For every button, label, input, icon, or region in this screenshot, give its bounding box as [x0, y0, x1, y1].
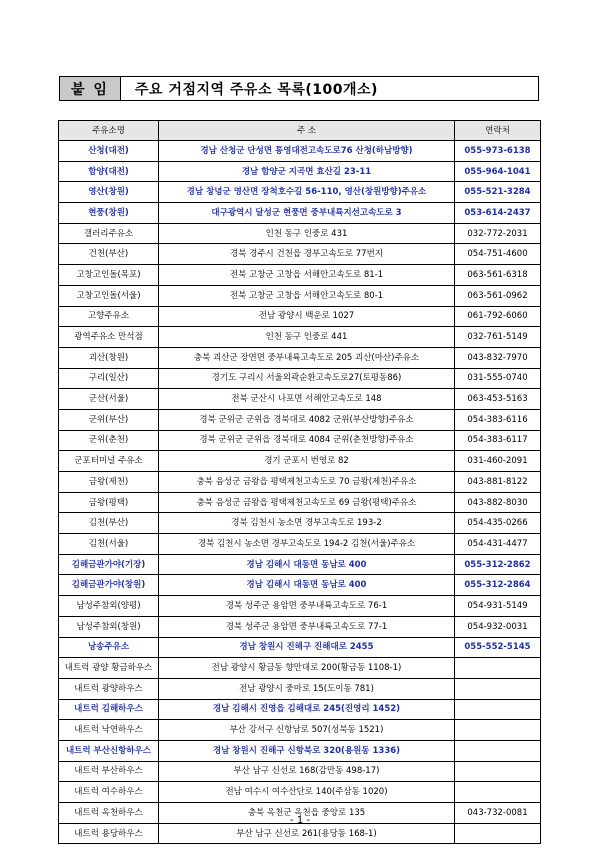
cell-address: 부산 남구 신선로 261(용당동 168-1) — [159, 823, 455, 844]
table-row — [59, 306, 541, 327]
cell-phone: 063-453-5163 — [455, 389, 541, 410]
cell-station-name: 고창고인돌(목포) — [59, 265, 159, 286]
cell-station-name: 영산(창원) — [59, 182, 159, 203]
table-row — [59, 368, 541, 389]
cell-station-name: 군위(춘천) — [59, 430, 159, 451]
table-row — [59, 409, 541, 430]
table-row — [59, 244, 541, 265]
cell-station-name: 괴산(창원) — [59, 347, 159, 368]
table-row — [59, 492, 541, 513]
cell-station-name: 고창고인돌(서울) — [59, 285, 159, 306]
table-row — [59, 534, 541, 555]
cell-station-name: 군산(서울) — [59, 389, 159, 410]
cell-phone: 053-614-2437 — [455, 203, 541, 224]
table-row — [59, 430, 541, 451]
table-row — [59, 720, 541, 741]
cell-phone: 055-973-6138 — [455, 141, 541, 162]
cell-address: 전남 광양시 백운로 1027 — [159, 306, 455, 327]
table-row — [59, 678, 541, 699]
cell-phone — [455, 720, 541, 741]
cell-station-name: 함양(대전) — [59, 161, 159, 182]
table-row — [59, 265, 541, 286]
cell-phone: 055-964-1041 — [455, 161, 541, 182]
gas-station-table — [58, 120, 541, 844]
table-row — [59, 616, 541, 637]
cell-address: 경남 창녕군 영산면 장척호수길 56-110, 영산(창원방향)주유소 — [159, 182, 455, 203]
cell-phone: 054-751-4600 — [455, 244, 541, 265]
table-row — [59, 699, 541, 720]
cell-address: 전남 광양시 황금동 향만대로 200(황금동 1108-1) — [159, 658, 455, 679]
cell-address: 경남 김해시 대동면 동남로 400 — [159, 575, 455, 596]
table-row — [59, 761, 541, 782]
cell-address: 인천 동구 인중로 441 — [159, 327, 455, 348]
table-row — [59, 285, 541, 306]
cell-phone: 055-312-2864 — [455, 575, 541, 596]
table-header-row — [59, 121, 541, 141]
cell-phone: 054-383-6117 — [455, 430, 541, 451]
cell-address: 경북 성주군 용암면 중부내륙고속도로 76-1 — [159, 596, 455, 617]
cell-station-name: 김해금관가야(창원) — [59, 575, 159, 596]
cell-phone — [455, 761, 541, 782]
cell-phone: 032-772-2031 — [455, 223, 541, 244]
cell-station-name: 갤러리주유소 — [59, 223, 159, 244]
table-row — [59, 472, 541, 493]
table-row — [59, 161, 541, 182]
cell-phone: 055-552-5145 — [455, 637, 541, 658]
document-title: 주요 거점지역 주유소 목록(100개소) — [135, 81, 378, 98]
column-header-address: 주 소 — [159, 121, 455, 141]
cell-phone: 043-732-0081 — [455, 803, 541, 824]
cell-address: 경북 군위군 군위읍 경북대로 4084 군위(춘천방향)주유소 — [159, 430, 455, 451]
cell-phone: 055-312-2862 — [455, 554, 541, 575]
cell-station-name: 내트럭 광양 황금하우스 — [59, 658, 159, 679]
cell-phone: 043-882-8030 — [455, 492, 541, 513]
cell-address: 경남 함양군 지곡면 효산길 23-11 — [159, 161, 455, 182]
cell-station-name: 김천(서울) — [59, 534, 159, 555]
table-row — [59, 182, 541, 203]
cell-station-name: 건천(부산) — [59, 244, 159, 265]
cell-address: 경남 산청군 단성면 통영대전고속도로76 산청(하남방향) — [159, 141, 455, 162]
cell-station-name: 구리(일산) — [59, 368, 159, 389]
cell-address: 대구광역시 달성군 현풍면 중부내륙지선고속도로 3 — [159, 203, 455, 224]
table-row — [59, 823, 541, 844]
cell-station-name: 군포터미널 주유소 — [59, 451, 159, 472]
table-row — [59, 513, 541, 534]
cell-address: 충북 옥천군 옥천읍 중앙로 135 — [159, 803, 455, 824]
cell-phone: 054-931-5149 — [455, 596, 541, 617]
table-row — [59, 575, 541, 596]
table-row — [59, 596, 541, 617]
cell-station-name: 내트럭 낙연하우스 — [59, 720, 159, 741]
attachment-tag: 붙 임 — [60, 77, 121, 100]
cell-station-name: 남성주참외(양평) — [59, 596, 159, 617]
cell-phone: 063-561-0962 — [455, 285, 541, 306]
cell-address: 경기 군포시 번영로 82 — [159, 451, 455, 472]
cell-station-name: 김천(부산) — [59, 513, 159, 534]
cell-station-name: 금왕(제천) — [59, 472, 159, 493]
table-row — [59, 347, 541, 368]
cell-address: 전남 광양시 중마로 15(도이동 781) — [159, 678, 455, 699]
table-row — [59, 782, 541, 803]
cell-station-name: 내트럭 김해하우스 — [59, 699, 159, 720]
cell-address: 경북 김천시 농소면 경부고속도로 194-2 김천(서울)주유소 — [159, 534, 455, 555]
cell-phone: 061-792-6060 — [455, 306, 541, 327]
table-row — [59, 223, 541, 244]
cell-address: 충북 음성군 금왕읍 평택제천고속도로 69 금왕(평택)주유소 — [159, 492, 455, 513]
cell-phone — [455, 658, 541, 679]
cell-phone — [455, 699, 541, 720]
table-row — [59, 451, 541, 472]
cell-address: 경북 경주시 건천읍 경부고속도로 77번지 — [159, 244, 455, 265]
cell-address: 경기도 구리시 서울외곽순환고속도로27(토평동86) — [159, 368, 455, 389]
cell-address: 경북 김천시 농소면 경부고속도로 193-2 — [159, 513, 455, 534]
cell-address: 전북 고창군 고창읍 서해안고속도로 80-1 — [159, 285, 455, 306]
cell-address: 전북 군산시 나포면 서해안고속도로 148 — [159, 389, 455, 410]
cell-station-name: 낭송주유소 — [59, 637, 159, 658]
table-body — [59, 141, 541, 844]
cell-phone: 054-431-4477 — [455, 534, 541, 555]
cell-address: 부산 남구 신선로 168(감만동 498-17) — [159, 761, 455, 782]
table-row — [59, 141, 541, 162]
cell-station-name: 현풍(창원) — [59, 203, 159, 224]
cell-phone: 054-932-0031 — [455, 616, 541, 637]
attachment-title-box — [59, 76, 539, 101]
cell-station-name: 내트럭 광양하우스 — [59, 678, 159, 699]
table-row — [59, 203, 541, 224]
cell-phone: 043-832-7970 — [455, 347, 541, 368]
cell-station-name: 고향주유소 — [59, 306, 159, 327]
cell-address: 충북 음성군 금왕읍 평택제천고속도로 70 금왕(제천)주유소 — [159, 472, 455, 493]
cell-station-name: 금왕(평택) — [59, 492, 159, 513]
cell-station-name: 산청(대전) — [59, 141, 159, 162]
cell-phone: 031-555-0740 — [455, 368, 541, 389]
table-row — [59, 637, 541, 658]
cell-address: 경남 창원시 진해구 신항북로 320(용원동 1336) — [159, 740, 455, 761]
column-header-phone: 연락처 — [455, 121, 541, 141]
cell-phone: 043-881-8122 — [455, 472, 541, 493]
cell-address: 경북 성주군 용암면 중부내륙고속도로 77-1 — [159, 616, 455, 637]
cell-phone: 054-435-0266 — [455, 513, 541, 534]
table-row — [59, 554, 541, 575]
cell-station-name: 내트럭 여수하우스 — [59, 782, 159, 803]
cell-phone: 054-383-6116 — [455, 409, 541, 430]
cell-station-name: 광역주유소 만석점 — [59, 327, 159, 348]
cell-address: 부산 강서구 신항남로 507(성북동 1521) — [159, 720, 455, 741]
cell-phone — [455, 740, 541, 761]
cell-station-name: 김해금관가야(기장) — [59, 554, 159, 575]
cell-station-name: 내트럭 부산신항하우스 — [59, 740, 159, 761]
cell-phone — [455, 782, 541, 803]
page-number: - 1 - — [290, 815, 310, 826]
cell-station-name: 내트럭 옥천하우스 — [59, 803, 159, 824]
cell-phone: 032-761-5149 — [455, 327, 541, 348]
cell-address: 경남 김해시 대동면 동남로 400 — [159, 554, 455, 575]
cell-address: 충북 괴산군 장연면 중부내륙고속도로 205 괴산(마산)주유소 — [159, 347, 455, 368]
cell-station-name: 내트럭 용당하우스 — [59, 823, 159, 844]
cell-address: 전남 여수시 여수산단로 140(주삼동 1020) — [159, 782, 455, 803]
cell-station-name: 군위(부산) — [59, 409, 159, 430]
table-row — [59, 658, 541, 679]
cell-address: 전북 고창군 고창읍 서해안고속도로 81-1 — [159, 265, 455, 286]
cell-phone — [455, 678, 541, 699]
column-header-name: 주유소명 — [59, 121, 159, 141]
cell-phone: 063-561-6318 — [455, 265, 541, 286]
cell-address: 인천 동구 인중로 431 — [159, 223, 455, 244]
cell-station-name: 남성주참외(창원) — [59, 616, 159, 637]
cell-address: 경남 창원시 진해구 진해대로 2455 — [159, 637, 455, 658]
cell-phone — [455, 823, 541, 844]
cell-phone: 055-521-3284 — [455, 182, 541, 203]
table-row — [59, 327, 541, 348]
cell-station-name: 내트럭 부산하우스 — [59, 761, 159, 782]
cell-phone: 031-460-2091 — [455, 451, 541, 472]
table-row — [59, 740, 541, 761]
table-row — [59, 389, 541, 410]
cell-address: 경남 김해시 진영읍 김해대로 245(진영리 1452) — [159, 699, 455, 720]
cell-address: 경북 군위군 군위읍 경북대로 4082 군위(부산방향)주유소 — [159, 409, 455, 430]
